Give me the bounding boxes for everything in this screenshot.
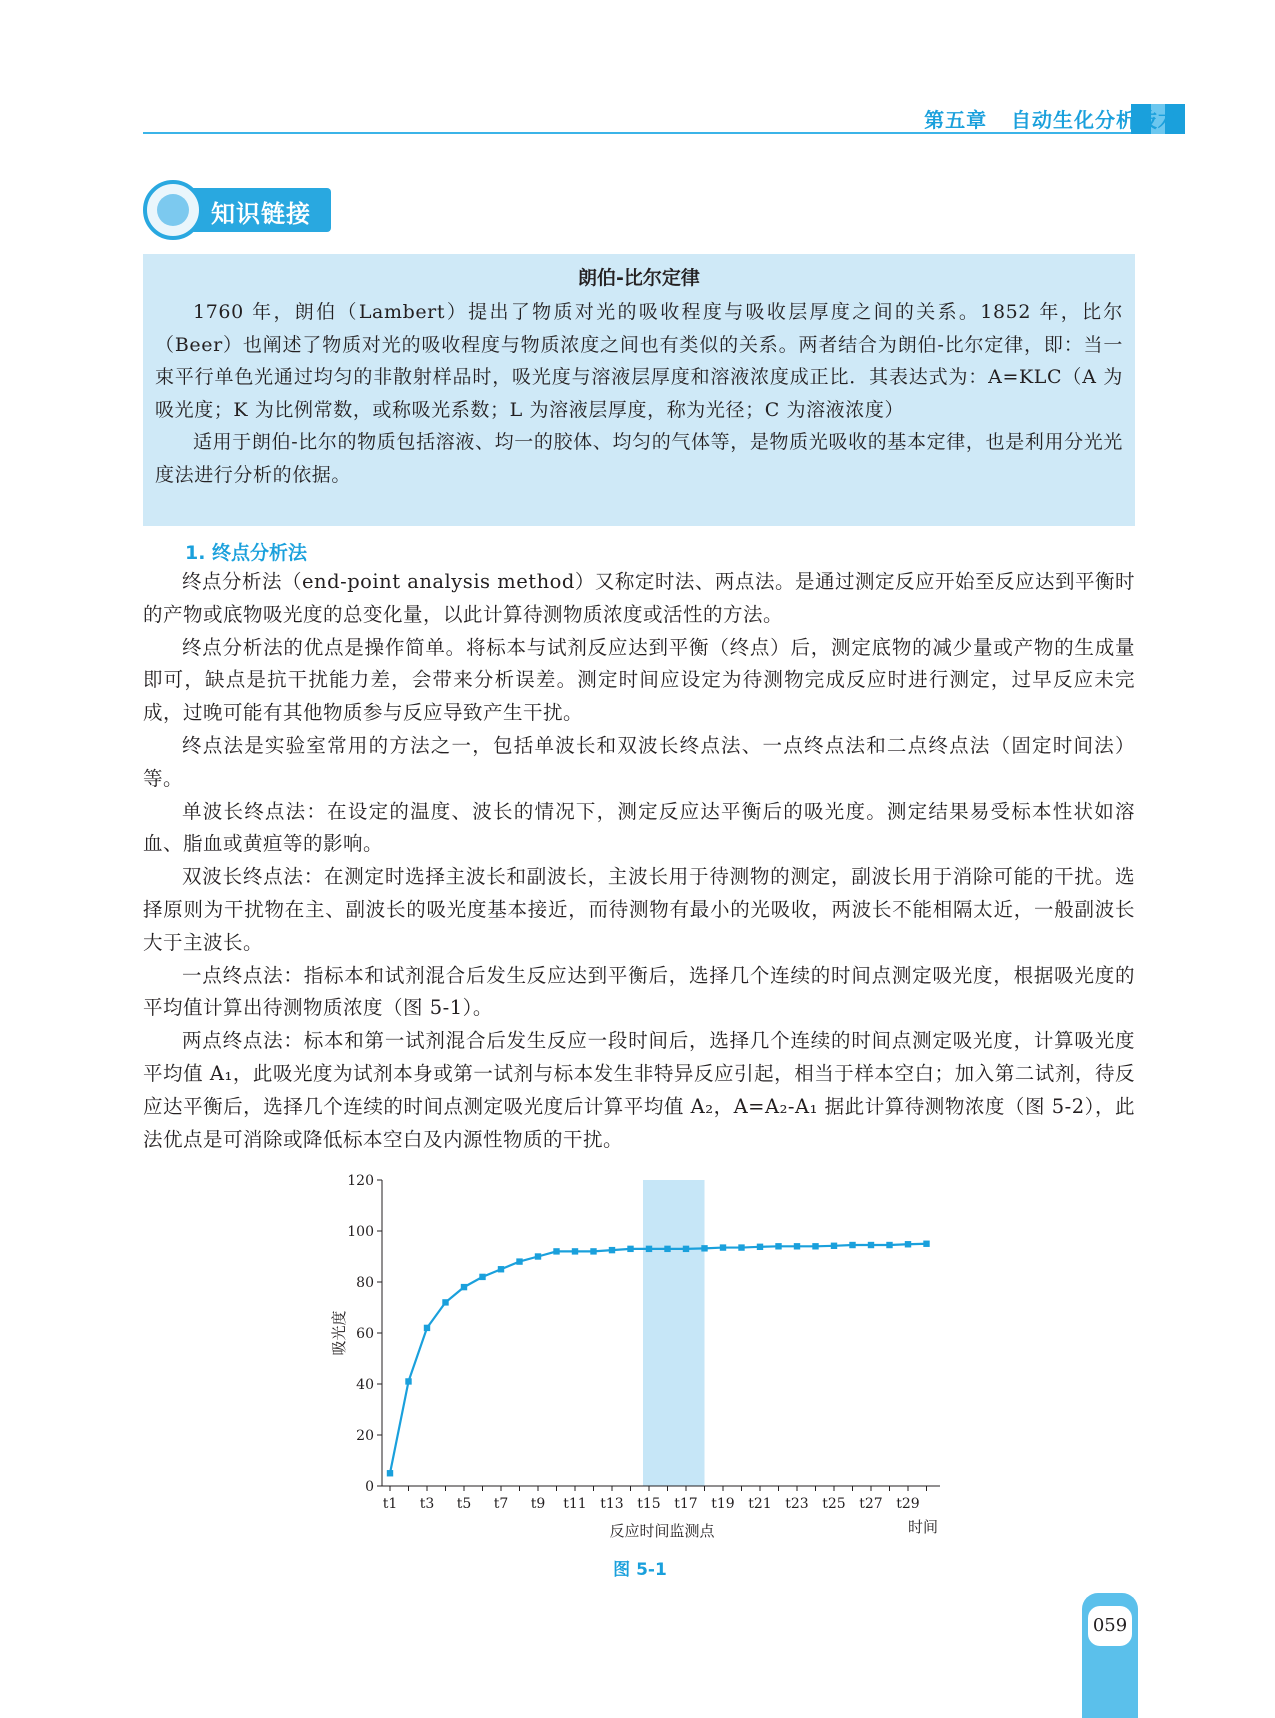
y-tick-label: 80	[356, 1275, 374, 1291]
paragraph: 终点法是实验室常用的方法之一，包括单波长和双波长终点法、一点终点法和二点终点法（固定时间法）等。	[143, 733, 1135, 790]
y-tick-label: 100	[347, 1224, 374, 1240]
x-tick-label: t5	[456, 1496, 472, 1512]
paragraph: 终点分析法的优点是操作简单。将标本与试剂反应达到平衡（终点）后，测定底物的减少量或产物的生成量即可，缺点是抗干扰能力差，会带来分析误差。测定时间应设定为待测物完成反应时进行测定，过早反应未完成，过晚可能有其他物质参与反应导致产生干扰。	[143, 635, 1135, 725]
x-tick-label: t25	[822, 1496, 846, 1512]
data-point	[886, 1242, 892, 1248]
y-tick-label: 20	[356, 1428, 374, 1444]
paragraph: 一点终点法：指标本和试剂混合后发生反应达到平衡后，选择几个连续的时间点测定吸光度，根据吸光度的平均值计算出待测物质浓度（图 5-1）。	[143, 963, 1135, 1020]
paragraph: 单波长终点法：在设定的温度、波长的情况下，测定反应达平衡后的吸光度。测定结果易受标本性状如溶血、脂血或黄疸等的影响。	[143, 799, 1135, 856]
data-point	[923, 1241, 929, 1247]
knowledge-link-label: 知识链接	[211, 200, 311, 228]
knowledge-box	[143, 254, 1135, 526]
page-number: 059	[1088, 1606, 1132, 1646]
data-point	[683, 1246, 689, 1252]
data-point	[609, 1247, 615, 1253]
y-tick-label: 60	[356, 1326, 374, 1342]
paragraph: 终点分析法（end-point analysis method）又称定时法、两点法。是通过测定反应开始至反应达到平衡时的产物或底物吸光度的总变化量，以此计算待测物质浓度或活性的方法。	[143, 570, 1135, 626]
data-point	[424, 1325, 430, 1331]
x-tick-label: t21	[748, 1496, 772, 1512]
data-point	[738, 1244, 744, 1250]
data-point	[590, 1248, 596, 1254]
x-tick-label: t15	[637, 1496, 661, 1512]
absorbance-chart	[320, 1170, 960, 1550]
running-header	[924, 104, 1179, 133]
data-point	[757, 1244, 763, 1250]
data-point	[701, 1245, 707, 1251]
data-point	[794, 1243, 800, 1249]
chapter-title: 自动生化分析技术	[1011, 108, 1179, 132]
data-point	[405, 1378, 411, 1384]
data-point	[387, 1470, 393, 1476]
x-tick-label: t29	[896, 1496, 920, 1512]
y-tick-label: 120	[347, 1173, 374, 1189]
x-tick-label: t13	[600, 1496, 624, 1512]
y-tick-label: 40	[356, 1377, 374, 1393]
knowledge-link-banner	[143, 180, 333, 240]
data-point	[664, 1246, 670, 1252]
paragraph: 两点终点法：标本和第一试剂混合后发生反应一段时间后，选择几个连续的时间点测定吸光度，计算吸光度平均值 A₁，此吸光度为试剂本身或第一试剂与标本发生非特异反应引起，相当于样本空白；加入第二试剂，待反应达平衡后，选择几个连续的时间点测定吸光度后计算平均值 A₂，A=A₂-A₁ 据此计算待测物浓度（图 5-2），此法优点是可消除或降低标本空白及内源性物质的干扰。	[143, 1029, 1135, 1151]
data-point	[479, 1274, 485, 1280]
x-axis-end-label: 时间	[907, 1518, 939, 1536]
x-tick-label: t23	[785, 1496, 809, 1512]
highlight-band	[643, 1180, 705, 1486]
box-paragraph: 1760 年，朗伯（Lambert）提出了物质对光的吸收程度与吸收层厚度之间的关系。1852 年，比尔（Beer）也阐述了物质对光的吸收程度与物质浓度之间也有类似的关系。两者结合为朗伯-比尔定律，即：当一束平行单色光通过均匀的非散射样品时，吸光度与溶液层厚度和溶液浓度成正比．其表达式为：A=KLC（A 为吸光度；K 为比例常数，或称吸光系数；L 为溶液层厚度，称为光径；C 为溶液浓度）	[155, 301, 1123, 421]
x-tick-label: t1	[382, 1496, 398, 1512]
box-title: 朗伯-比尔定律	[578, 267, 700, 289]
data-point	[572, 1248, 578, 1254]
section-heading: 1. 终点分析法	[185, 542, 308, 564]
data-point	[720, 1244, 726, 1250]
x-tick-label: t19	[711, 1496, 735, 1512]
x-tick-label: t27	[859, 1496, 883, 1512]
data-point	[831, 1243, 837, 1249]
data-point	[646, 1246, 652, 1252]
book-icon	[143, 180, 203, 240]
data-point	[905, 1241, 911, 1247]
chapter-label: 第五章	[924, 108, 988, 132]
data-point	[849, 1242, 855, 1248]
x-tick-label: t17	[674, 1496, 698, 1512]
data-point	[627, 1246, 633, 1252]
data-point	[442, 1299, 448, 1305]
paragraph: 双波长终点法：在测定时选择主波长和副波长，主波长用于待测物的测定，副波长用于消除可能的干扰。选择原则为干扰物在主、副波长的吸光度基本接近，而待测物有最小的光吸收，两波长不能相隔太近，一般副波长大于主波长。	[143, 865, 1135, 954]
y-axis-label: 吸光度	[330, 1310, 348, 1356]
x-tick-label: t3	[419, 1496, 435, 1512]
x-tick-label: t7	[493, 1496, 509, 1512]
data-point	[535, 1253, 541, 1259]
x-axis-label: 反应时间监测点	[609, 1522, 715, 1540]
data-point	[812, 1243, 818, 1249]
box-paragraph: 适用于朗伯-比尔的物质包括溶液、均一的胶体、均匀的气体等，是物质光吸收的基本定律，也是利用分光光度法进行分析的依据。	[155, 431, 1123, 486]
x-tick-label: t11	[563, 1496, 587, 1512]
x-tick-label: t9	[530, 1496, 546, 1512]
data-point	[516, 1258, 522, 1264]
body-text	[143, 566, 1135, 1156]
y-tick-label: 0	[365, 1479, 374, 1495]
data-point	[461, 1284, 467, 1290]
data-point	[553, 1248, 559, 1254]
data-point	[498, 1266, 504, 1272]
data-point	[868, 1242, 874, 1248]
data-point	[775, 1243, 781, 1249]
figure-caption: 图 5-1	[613, 1560, 667, 1580]
